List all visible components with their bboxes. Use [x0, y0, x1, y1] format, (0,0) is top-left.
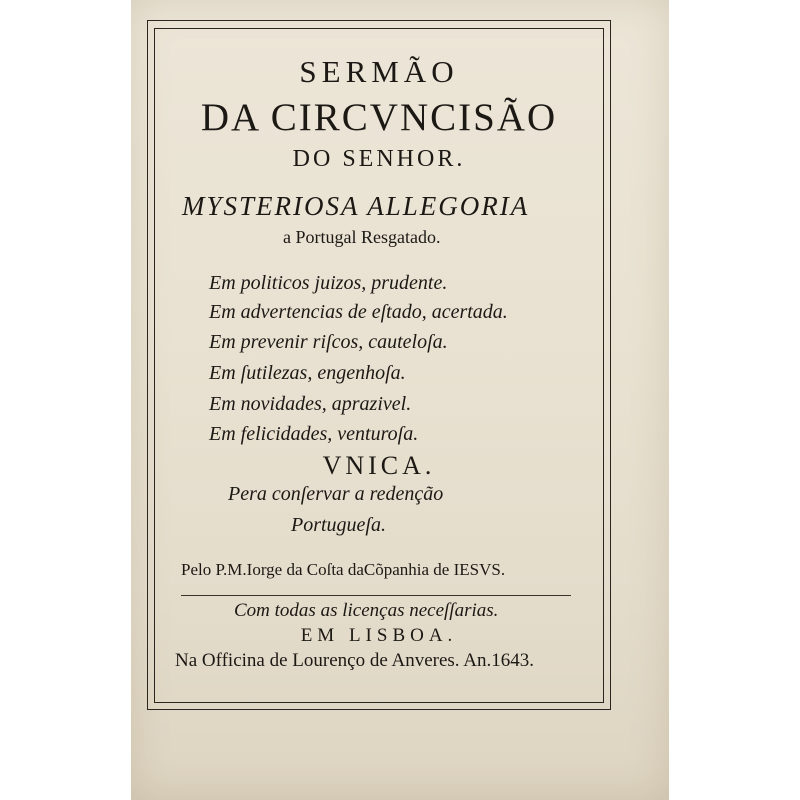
pera-line: Pera conſervar a redenção: [228, 483, 444, 505]
verse-line: Em ſutilezas, engenhoſa.: [209, 362, 406, 384]
verse-line: Em politicos juizos, prudente.: [209, 272, 448, 294]
imprint-line: Na Officina de Lourenço de Anveres. An.1643.: [175, 650, 534, 671]
verse-line: Em felicidades, venturoſa.: [209, 423, 419, 445]
portuguesa-line: Portugueſa.: [291, 514, 386, 536]
divider-rule: [181, 595, 571, 596]
title-circuncisao: DA CIRCVNCISÃO: [200, 96, 558, 139]
author-line: Pelo P.M.Iorge da Coſta daCõpanhia de IESVS.: [181, 560, 506, 579]
subtitle-allegoria: MYSTERIOSA ALLEGORIA: [182, 191, 530, 221]
title-sermao: SERMÃO: [299, 54, 459, 89]
subtitle-portugal: a Portugal Resgatado.: [283, 227, 441, 247]
verse-line: Em novidades, aprazivel.: [209, 393, 412, 415]
title-do-senhor: DO SENHOR.: [292, 146, 466, 172]
licencas-line: Com todas as licenças neceſſarias.: [234, 600, 499, 621]
verse-line: Em advertencias de eſtado, acertada.: [209, 301, 508, 323]
place-line: EM LISBOA.: [300, 625, 458, 646]
verse-line: Em prevenir riſcos, cauteloſa.: [209, 331, 448, 353]
unica-heading: VNICA.: [322, 451, 436, 480]
